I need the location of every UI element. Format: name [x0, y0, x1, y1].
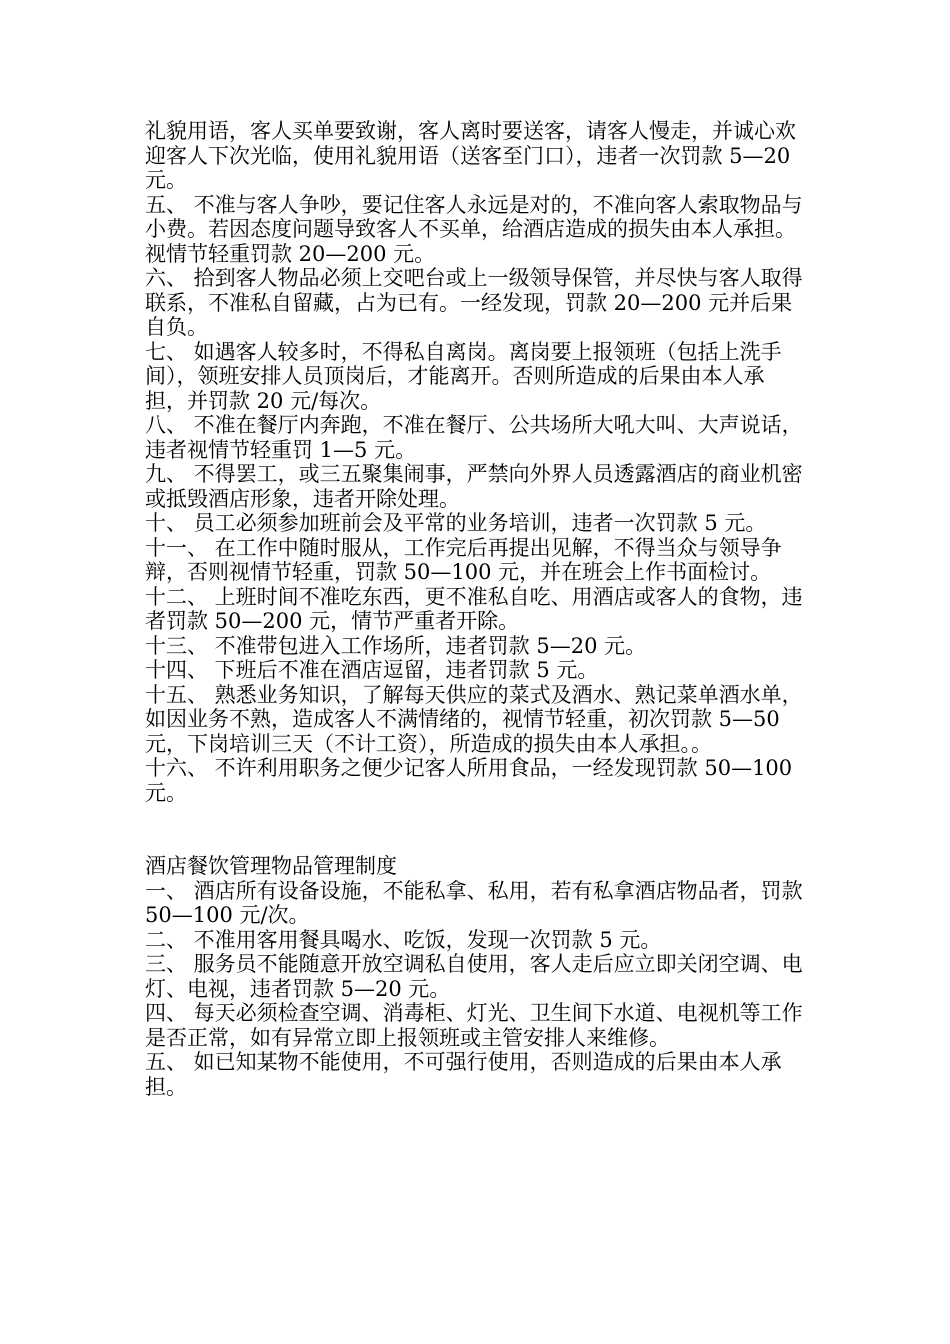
- rule-paragraph-9: 九、 不得罢工，或三五聚集闹事，严禁向外界人员透露酒店的商业机密或抵毁酒店形象，违者开除处理。: [145, 462, 803, 511]
- rule-paragraph-14: 十四、 下班后不准在酒店逗留，违者罚款 5 元。: [145, 658, 599, 682]
- section-gap: [145, 805, 805, 854]
- rule-paragraph-5: 五、 不准与客人争吵，要记住客人永远是对的，不准向客人索取物品与小费。若因态度问题导致客人不买单，给酒店造成的损失由本人承担。视情节轻重罚款 20—200 元。: [145, 192, 803, 266]
- rule-paragraph-12: 十二、 上班时间不准吃东西，更不准私自吃、用酒店或客人的食物，违者罚款 50—200 元，情节严重者开除。: [145, 584, 803, 633]
- item-rule-5: 五、 如已知某物不能使用，不可强行使用，否则造成的后果由本人承担。: [145, 1050, 782, 1099]
- rule-paragraph-15: 十五、 熟悉业务知识，了解每天供应的菜式及酒水、熟记菜单酒水单，如因业务不熟，造成客人不满情绪的，视情节轻重，初次罚款 5—50 元，下岗培训三天（不计工资），所造成的损失由本人承担。。: [145, 682, 803, 756]
- item-rule-2: 二、 不准用客用餐具喝水、吃饭，发现一次罚款 5 元。: [145, 927, 662, 952]
- section-title: 酒店餐饮管理物品管理制度: [145, 854, 397, 878]
- rule-paragraph-intro: 礼貌用语，客人买单要致谢，客人离时要送客，请客人慢走，并诚心欢迎客人下次光临，使用礼貌用语（送客至门口），违者一次罚款 5—20 元。: [145, 119, 797, 192]
- rule-paragraph-13: 十三、 不准带包进入工作场所，违者罚款 5—20 元。: [145, 633, 647, 658]
- rule-paragraph-10: 十、 员工必须参加班前会及平常的业务培训，违者一次罚款 5 元。: [145, 511, 767, 535]
- document-page: [145, 119, 810, 1099]
- rule-paragraph-8: 八、 不准在餐厅内奔跑，不准在餐厅、公共场所大吼大叫、大声说话，违者视情节轻重罚 1—5 元。: [145, 413, 803, 462]
- rules-section-continued: [145, 119, 805, 805]
- item-rule-4: 四、 每天必须检查空调、消毒柜、灯光、卫生间下水道、电视机等工作是否正常，如有异常立即上报领班或主管安排人来维修。: [145, 1001, 803, 1050]
- rule-paragraph-7: 七、 如遇客人较多时，不得私自离岗。离岗要上报领班（包括上洗手间），领班安排人员顶岗后，才能离开。否则所造成的后果由本人承担，并罚款 20 元/每次。: [145, 339, 782, 413]
- rule-paragraph-16: 十六、 不许利用职务之便少记客人所用食品，一经发现罚款 50—100 元。: [145, 756, 799, 805]
- item-rule-1: 一、 酒店所有设备设施，不能私拿、私用，若有私拿酒店物品者，罚款 50—100 元/次。: [145, 878, 810, 927]
- rule-paragraph-11: 十一、 在工作中随时服从，工作完后再提出见解，不得当众与领导争辩，否则视情节轻重，罚款 50—100 元，并在班会上作书面检讨。: [145, 535, 782, 584]
- rule-paragraph-6: 六、 拾到客人物品必须上交吧台或上一级领导保管，并尽快与客人取得联系，不准私自留藏，占为已有。一经发现，罚款 20—200 元并后果自负。: [145, 266, 803, 339]
- item-management-section: [145, 854, 810, 1099]
- item-rule-3: 三、 服务员不能随意开放空调私自使用，客人走后应立即关闭空调、电灯、电视，违者罚款 5—20 元。: [145, 952, 803, 1001]
